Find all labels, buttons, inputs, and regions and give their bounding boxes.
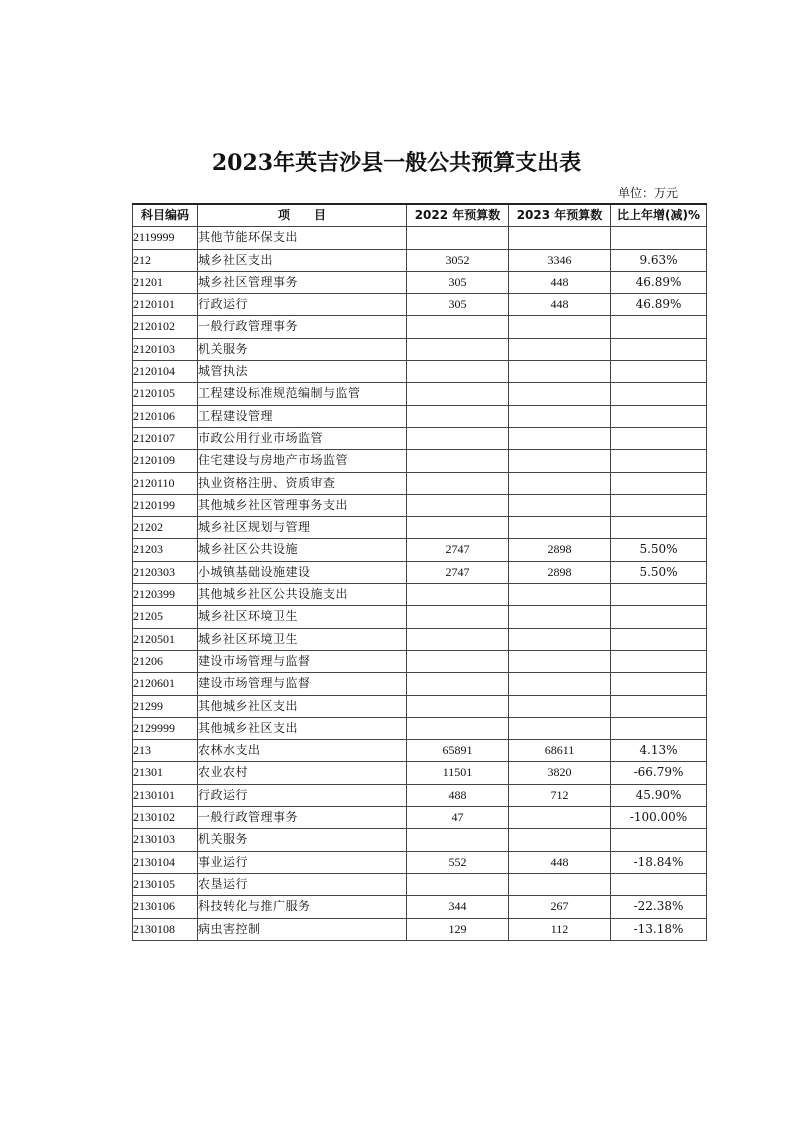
budget-2023-cell	[509, 316, 611, 338]
change-pct-cell	[611, 227, 707, 249]
table-row	[133, 873, 707, 895]
change-pct-cell	[611, 717, 707, 739]
budget-2022-cell	[407, 628, 509, 650]
budget-2022-cell: 488	[407, 784, 509, 806]
budget-2022-cell	[407, 472, 509, 494]
change-pct-cell: 4.13%	[611, 740, 707, 762]
budget-2022-cell: 129	[407, 918, 509, 940]
budget-2023-cell	[509, 673, 611, 695]
budget-2022-cell	[407, 829, 509, 851]
item-name-cell: 机关服务	[198, 829, 407, 851]
code-cell: 2119999	[133, 227, 198, 249]
header-change-pct: 比上年增(减)%	[611, 204, 707, 227]
budget-2022-cell: 552	[407, 851, 509, 873]
code-cell: 2130102	[133, 807, 198, 829]
budget-2023-cell	[509, 338, 611, 360]
item-name-cell: 工程建设管理	[198, 405, 407, 427]
budget-2023-cell	[509, 584, 611, 606]
budget-2022-cell	[407, 383, 509, 405]
header-2022-budget: 2022 年预算数	[407, 204, 509, 227]
change-pct-cell	[611, 584, 707, 606]
change-pct-cell	[611, 450, 707, 472]
budget-2023-cell	[509, 695, 611, 717]
code-cell: 2120104	[133, 361, 198, 383]
table-header-row	[133, 204, 707, 227]
budget-2023-cell	[509, 829, 611, 851]
header-2023-budget: 2023 年预算数	[509, 204, 611, 227]
item-name-cell: 市政公用行业市场监管	[198, 427, 407, 449]
item-name-cell: 执业资格注册、资质审查	[198, 472, 407, 494]
table-row	[133, 584, 707, 606]
item-name-cell: 其他城乡社区管理事务支出	[198, 494, 407, 516]
change-pct-cell	[611, 472, 707, 494]
code-cell: 212	[133, 249, 198, 271]
table-row	[133, 829, 707, 851]
budget-2022-cell	[407, 427, 509, 449]
item-name-cell: 行政运行	[198, 784, 407, 806]
change-pct-cell	[611, 494, 707, 516]
item-name-cell: 机关服务	[198, 338, 407, 360]
table-row	[133, 628, 707, 650]
change-pct-cell	[611, 517, 707, 539]
budget-2023-cell: 448	[509, 271, 611, 293]
code-cell: 2130105	[133, 873, 198, 895]
budget-2022-cell	[407, 650, 509, 672]
budget-2022-cell: 305	[407, 294, 509, 316]
code-cell: 21299	[133, 695, 198, 717]
table-row	[133, 361, 707, 383]
budget-2023-cell	[509, 383, 611, 405]
table-row	[133, 673, 707, 695]
item-name-cell: 行政运行	[198, 294, 407, 316]
table-body	[133, 227, 707, 941]
code-cell: 213	[133, 740, 198, 762]
table-row	[133, 851, 707, 873]
code-cell: 2120399	[133, 584, 198, 606]
budget-2022-cell	[407, 695, 509, 717]
budget-table	[132, 203, 707, 941]
budget-2023-cell: 2898	[509, 539, 611, 561]
budget-2023-cell	[509, 873, 611, 895]
table-row	[133, 517, 707, 539]
budget-2022-cell	[407, 405, 509, 427]
item-name-cell: 其他节能环保支出	[198, 227, 407, 249]
budget-2023-cell: 712	[509, 784, 611, 806]
budget-2023-cell: 448	[509, 851, 611, 873]
budget-2023-cell	[509, 717, 611, 739]
budget-2022-cell	[407, 361, 509, 383]
item-name-cell: 建设市场管理与监督	[198, 650, 407, 672]
item-name-cell: 城乡社区环境卫生	[198, 606, 407, 628]
change-pct-cell: -18.84%	[611, 851, 707, 873]
table-row	[133, 918, 707, 940]
budget-2023-cell: 2898	[509, 561, 611, 583]
change-pct-cell: 9.63%	[611, 249, 707, 271]
code-cell: 2130103	[133, 829, 198, 851]
code-cell: 2120101	[133, 294, 198, 316]
change-pct-cell	[611, 316, 707, 338]
code-cell: 2129999	[133, 717, 198, 739]
item-name-cell: 事业运行	[198, 851, 407, 873]
code-cell: 21201	[133, 271, 198, 293]
budget-2022-cell	[407, 517, 509, 539]
table-row	[133, 405, 707, 427]
budget-2022-cell: 305	[407, 271, 509, 293]
unit-label: 单位：万元	[618, 186, 679, 200]
budget-2023-cell	[509, 227, 611, 249]
change-pct-cell	[611, 695, 707, 717]
code-cell: 2120110	[133, 472, 198, 494]
code-cell: 2120601	[133, 673, 198, 695]
table-row	[133, 383, 707, 405]
page-title: 2023年英吉沙县一般公共预算支出表	[211, 150, 582, 176]
item-name-cell: 其他城乡社区支出	[198, 717, 407, 739]
header-item: 项 目	[198, 204, 407, 227]
item-name-cell: 住宅建设与房地产市场监管	[198, 450, 407, 472]
code-cell: 2120102	[133, 316, 198, 338]
table-row	[133, 494, 707, 516]
table-row	[133, 539, 707, 561]
header-code: 科目编码	[133, 204, 198, 227]
budget-2022-cell	[407, 227, 509, 249]
budget-2023-cell: 3346	[509, 249, 611, 271]
budget-2022-cell	[407, 494, 509, 516]
change-pct-cell: -100.00%	[611, 807, 707, 829]
budget-2023-cell: 3820	[509, 762, 611, 784]
table-row	[133, 271, 707, 293]
budget-2022-cell	[407, 338, 509, 360]
table-row	[133, 606, 707, 628]
change-pct-cell	[611, 383, 707, 405]
change-pct-cell: 5.50%	[611, 539, 707, 561]
table-row	[133, 427, 707, 449]
budget-2022-cell	[407, 717, 509, 739]
budget-2023-cell	[509, 517, 611, 539]
budget-2022-cell	[407, 584, 509, 606]
table-row	[133, 472, 707, 494]
code-cell: 21205	[133, 606, 198, 628]
code-cell: 2130101	[133, 784, 198, 806]
change-pct-cell: 46.89%	[611, 294, 707, 316]
code-cell: 2120106	[133, 405, 198, 427]
item-name-cell: 一般行政管理事务	[198, 316, 407, 338]
change-pct-cell	[611, 338, 707, 360]
change-pct-cell: -13.18%	[611, 918, 707, 940]
code-cell: 2120105	[133, 383, 198, 405]
change-pct-cell: 46.89%	[611, 271, 707, 293]
item-name-cell: 城乡社区规划与管理	[198, 517, 407, 539]
budget-2023-cell: 68611	[509, 740, 611, 762]
item-name-cell: 其他城乡社区公共设施支出	[198, 584, 407, 606]
budget-2023-cell	[509, 807, 611, 829]
item-name-cell: 农林水支出	[198, 740, 407, 762]
table-row	[133, 450, 707, 472]
item-name-cell: 科技转化与推广服务	[198, 896, 407, 918]
code-cell: 2120199	[133, 494, 198, 516]
code-cell: 21202	[133, 517, 198, 539]
change-pct-cell: 5.50%	[611, 561, 707, 583]
table-row	[133, 561, 707, 583]
code-cell: 2130108	[133, 918, 198, 940]
budget-2023-cell	[509, 606, 611, 628]
item-name-cell: 工程建设标准规范编制与监管	[198, 383, 407, 405]
code-cell: 2120501	[133, 628, 198, 650]
budget-2023-cell	[509, 494, 611, 516]
change-pct-cell: -22.38%	[611, 896, 707, 918]
code-cell: 21203	[133, 539, 198, 561]
table-row	[133, 784, 707, 806]
table-row	[133, 740, 707, 762]
item-name-cell: 农垦运行	[198, 873, 407, 895]
table-row	[133, 717, 707, 739]
budget-2022-cell: 2747	[407, 561, 509, 583]
item-name-cell: 城乡社区支出	[198, 249, 407, 271]
change-pct-cell	[611, 427, 707, 449]
budget-2022-cell	[407, 873, 509, 895]
item-name-cell: 其他城乡社区支出	[198, 695, 407, 717]
budget-2023-cell	[509, 472, 611, 494]
change-pct-cell	[611, 873, 707, 895]
code-cell: 21301	[133, 762, 198, 784]
item-name-cell: 病虫害控制	[198, 918, 407, 940]
budget-2022-cell: 65891	[407, 740, 509, 762]
table-row	[133, 227, 707, 249]
budget-2023-cell	[509, 427, 611, 449]
code-cell: 2130106	[133, 896, 198, 918]
budget-2022-cell: 11501	[407, 762, 509, 784]
budget-2023-cell	[509, 450, 611, 472]
item-name-cell: 城乡社区公共设施	[198, 539, 407, 561]
budget-2022-cell	[407, 606, 509, 628]
item-name-cell: 小城镇基础设施建设	[198, 561, 407, 583]
table-row	[133, 294, 707, 316]
change-pct-cell	[611, 673, 707, 695]
code-cell: 2120107	[133, 427, 198, 449]
budget-2022-cell: 2747	[407, 539, 509, 561]
budget-2023-cell: 448	[509, 294, 611, 316]
budget-2022-cell	[407, 673, 509, 695]
budget-2022-cell: 344	[407, 896, 509, 918]
item-name-cell: 一般行政管理事务	[198, 807, 407, 829]
code-cell: 2130104	[133, 851, 198, 873]
table-row	[133, 338, 707, 360]
budget-2023-cell	[509, 361, 611, 383]
budget-2023-cell: 112	[509, 918, 611, 940]
item-name-cell: 建设市场管理与监督	[198, 673, 407, 695]
change-pct-cell	[611, 628, 707, 650]
item-name-cell: 城管执法	[198, 361, 407, 383]
change-pct-cell	[611, 606, 707, 628]
code-cell: 2120303	[133, 561, 198, 583]
table-row	[133, 316, 707, 338]
table-row	[133, 650, 707, 672]
code-cell: 2120109	[133, 450, 198, 472]
table-row	[133, 762, 707, 784]
change-pct-cell: -66.79%	[611, 762, 707, 784]
budget-2022-cell: 3052	[407, 249, 509, 271]
budget-2022-cell: 47	[407, 807, 509, 829]
change-pct-cell	[611, 829, 707, 851]
change-pct-cell	[611, 405, 707, 427]
item-name-cell: 农业农村	[198, 762, 407, 784]
table-row	[133, 249, 707, 271]
item-name-cell: 城乡社区环境卫生	[198, 628, 407, 650]
table-row	[133, 896, 707, 918]
table-row	[133, 807, 707, 829]
change-pct-cell: 45.90%	[611, 784, 707, 806]
budget-2022-cell	[407, 316, 509, 338]
budget-2023-cell: 267	[509, 896, 611, 918]
budget-2023-cell	[509, 650, 611, 672]
budget-2022-cell	[407, 450, 509, 472]
change-pct-cell	[611, 650, 707, 672]
code-cell: 2120103	[133, 338, 198, 360]
table-row	[133, 695, 707, 717]
budget-2023-cell	[509, 628, 611, 650]
code-cell: 21206	[133, 650, 198, 672]
item-name-cell: 城乡社区管理事务	[198, 271, 407, 293]
change-pct-cell	[611, 361, 707, 383]
budget-2023-cell	[509, 405, 611, 427]
